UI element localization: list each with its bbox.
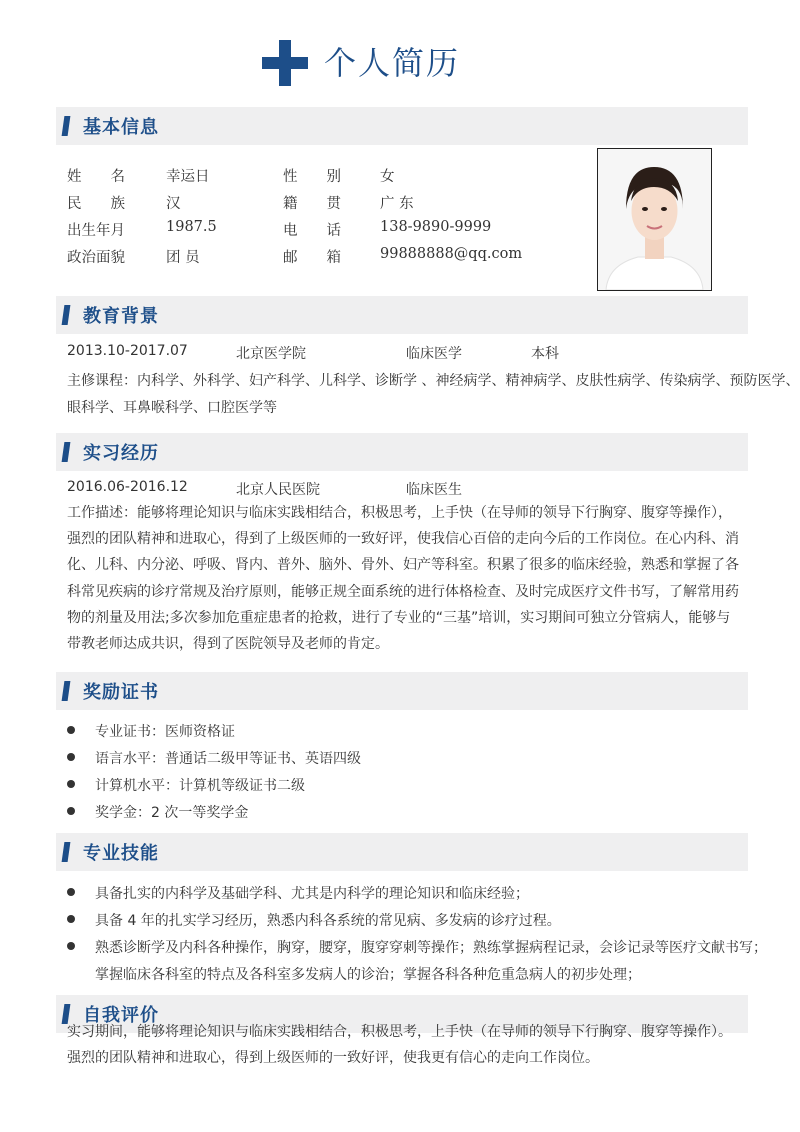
profile-photo [597, 148, 712, 291]
ethnicity-label: 民 族 [67, 196, 125, 212]
political-value: 团 员 [166, 250, 200, 266]
self-eval-text: 实习期间，能够将理论知识与临床实践相结合，积极思考，上手快（在导师的领导下行胸穿、腹穿等操作）。 [67, 1024, 732, 1040]
name-label: 姓 名 [67, 169, 125, 185]
education-major: 临床医学 [406, 346, 462, 362]
section-title: 实习经历 [83, 443, 159, 464]
section-header-basic [56, 107, 748, 145]
bullet-icon [67, 915, 75, 923]
bullet-icon [67, 888, 75, 896]
bullet-icon [67, 942, 75, 950]
award-text: 奖学金：2 次一等奖学金 [95, 805, 249, 821]
section-title: 奖励证书 [83, 682, 159, 703]
section-marker-icon [62, 442, 71, 462]
section-marker-icon [62, 842, 71, 862]
education-courses: 主修课程：内科学、外科学、妇产科学、儿科学、诊断学 、神经病学、精神病学、皮肤性病学、传染病学、预防医学、 [67, 373, 800, 389]
page-title: 个人简历 [324, 44, 461, 82]
self-eval-text: 强烈的团队精神和进取心，得到上级医师的一致好评，使我更有信心的走向工作岗位。 [67, 1050, 599, 1066]
skill-text: 熟悉诊断学及内科各种操作，胸穿，腰穿，腹穿穿刺等操作；熟练掌握病程记录，会诊记录等医疗文献书写； [95, 940, 767, 956]
bullet-icon [67, 726, 75, 734]
education-period: 2013.10-2017.07 [67, 343, 188, 359]
section-header-awards [56, 672, 748, 710]
section-marker-icon [62, 116, 71, 136]
section-header-education [56, 296, 748, 334]
internship-description: 工作描述：能够将理论知识与临床实践相结合，积极思考，上手快（在导师的领导下行胸穿、腹穿等操作），强烈的团队精神和进取心，得到了上级医师的一致好评，使我信心百倍的走向今后的工作岗位。在心内科、消化、儿科、内分泌、呼吸、肾内、普外、脑外、骨外、妇产等科室。积累了很多的临床经验，熟悉和掌握了各科常见疾病的诊疗常规及治疗原则，能够正规全面系统的进行体格检查、及时完成医疗文件书写，了解常用药物的剂量及用法;多次参加危重症患者的抢救，进行了专业的“三基”培训，实习期间可独立分管病人，能够与带教老师达成共识，得到了医院领导及老师的肯定。 [67, 505, 739, 653]
origin-label: 籍 贯 [283, 196, 341, 212]
section-header-skills [56, 833, 748, 871]
skill-text-continued: 掌握临床各科室的特点及各科室多发病人的诊治；掌握各科各种危重急病人的初步处理； [95, 967, 641, 983]
email-value: 99888888@qq.com [380, 246, 523, 262]
section-title: 专业技能 [83, 843, 159, 864]
ethnicity-value: 汉 [166, 196, 181, 212]
section-marker-icon [62, 305, 71, 325]
education-courses: 眼科学、耳鼻喉科学、口腔医学等 [67, 400, 277, 416]
internship-hospital: 北京人民医院 [236, 482, 320, 498]
skill-text: 具备 4 年的扎实学习经历，熟悉内科各系统的常见病、多发病的诊疗过程。 [95, 913, 561, 929]
bullet-icon [67, 753, 75, 761]
award-text: 语言水平：普通话二级甲等证书、英语四级 [95, 751, 361, 767]
section-header-internship [56, 433, 748, 471]
education-degree: 本科 [531, 346, 559, 362]
gender-value: 女 [380, 169, 395, 185]
gender-label: 性 别 [283, 169, 341, 185]
birth-label: 出生年月 [67, 223, 125, 239]
bullet-icon [67, 780, 75, 788]
phone-label: 电 话 [283, 223, 341, 239]
cross-icon [262, 40, 308, 86]
email-label: 邮 箱 [283, 250, 341, 266]
internship-period: 2016.06-2016.12 [67, 479, 188, 495]
bullet-icon [67, 807, 75, 815]
political-label: 政治面貌 [67, 250, 125, 266]
section-title: 自我评价 [83, 1005, 159, 1026]
section-title: 基本信息 [83, 117, 159, 138]
award-text: 计算机水平：计算机等级证书二级 [95, 778, 305, 794]
award-text: 专业证书：医师资格证 [95, 724, 235, 740]
portrait-image [598, 149, 711, 290]
origin-value: 广 东 [380, 196, 414, 212]
birth-value: 1987.5 [166, 219, 217, 235]
education-school: 北京医学院 [236, 346, 306, 362]
section-title: 教育背景 [83, 306, 159, 327]
internship-position: 临床医生 [406, 482, 462, 498]
skill-text: 具备扎实的内科学及基础学科、尤其是内科学的理论知识和临床经验； [95, 886, 529, 902]
phone-value: 138-9890-9999 [380, 219, 492, 235]
name-value: 幸运日 [166, 169, 210, 185]
section-marker-icon [62, 681, 71, 701]
